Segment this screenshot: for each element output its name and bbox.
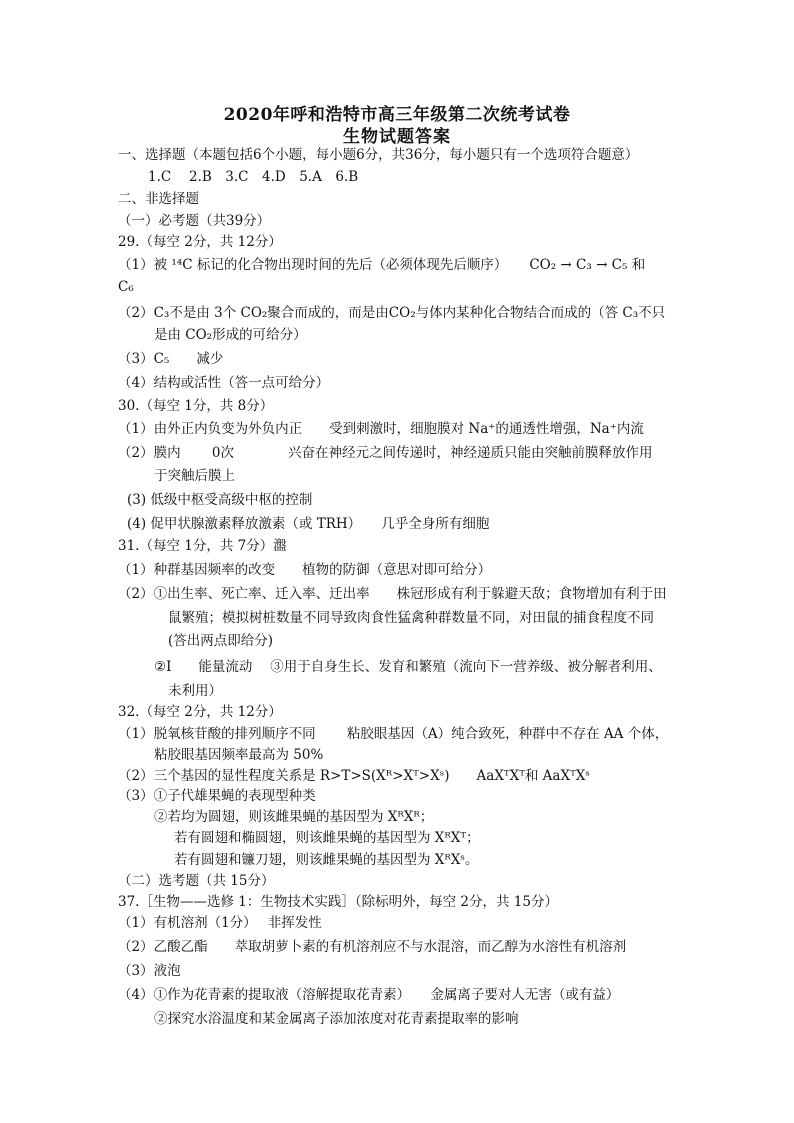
q29-answer-1 — [118, 256, 678, 274]
q32-answer-3-line2: ②若均为圆翅，则该雌果蝇的基因型为 XᴿXᴿ； — [154, 809, 434, 825]
q29-answer-1-text: （1）被 ¹⁴C 标记的化合物出现时间的先后（必须体现先后顺序） — [118, 257, 508, 273]
q32-answer-1-line1: （1）脱氧核苷酸的排列顺序不同 粘胶眼基因（A）纯合致死，种群中不存在 AA 个体， — [118, 726, 669, 742]
q29-answer-2-line2: 是由 CO₂形成的可给分） — [154, 327, 307, 343]
q37-heading: 37.［生物——选修 1：生物技术实践］（除标明外，每空 2分，共 15分） — [118, 894, 558, 910]
q29-answer-4: （4）结构或活性（答一点可给分） — [118, 375, 330, 391]
q37-answer-2: （2）乙酸乙酯 萃取胡萝卜素的有机溶剂应不与水混溶，而乙醇为水溶性有机溶剂 — [118, 939, 627, 955]
q31-heading-line — [118, 537, 678, 555]
q31-answer-2-line3: (答出两点即给分) — [168, 633, 274, 649]
section2-heading: 二、非选择题 — [118, 191, 199, 207]
q37-answer-4-line2: ②探究水浴温度和某金属离子添加浓度对花青素提取率的影响 — [154, 1011, 519, 1027]
q31-answer-1: （1）种群基因频率的改变 植物的防御（意思对即可给分） — [118, 562, 492, 578]
q37-answer-4-line1: （4）①作为花青素的提取液（溶解提取花青素） 金属离子要对人无害（或有益） — [118, 987, 620, 1003]
document-subtitle: 生物试题答案 — [343, 127, 451, 147]
part1-heading: （一）必考题（共39分） — [118, 213, 271, 229]
q31-heading: 31.（每空 1分，共 7分） — [118, 538, 274, 554]
q31-answer-2-line5: 未利用） — [168, 683, 222, 699]
q30-answer-2-line1: （2）膜内 0次 兴奋在神经元之间传递时，神经递质只能由突触前膜释放作用 — [118, 445, 653, 461]
section1-heading: 一、选择题（本题包括6个小题，每小题6分，共36分，每小题只有一个选项符合题意） — [118, 147, 639, 163]
q32-answer-1-line2: 粘胶眼基因频率最高为 50% — [154, 747, 324, 763]
q37-answer-3: （3）液泡 — [118, 963, 181, 979]
q32-answer-3-line4: 若有圆翅和镰刀翅，则该雌果蝇的基因型为 XᴿXˢ。 — [174, 852, 479, 868]
q31-answer-2-line1: （2）①出生率、死亡率、迁入率、迁出率 株冠形成有利于躲避天敌；食物增加有利于田 — [118, 586, 667, 602]
q31-heading-mark: 瀊 — [273, 538, 287, 554]
q29-answer-1-tail: C₆ — [118, 279, 134, 295]
mc-answers: 1.C 2.B 3.C 4.D 5.A 6.B — [148, 169, 359, 185]
q32-answer-3-line3: 若有圆翅和椭圆翅，则该雌果蝇的基因型为 XᴿXᵀ； — [174, 830, 480, 846]
q31-answer-2-line4: ②I 能量流动 ③用于自身生长、发育和繁殖（流向下一营养级、被分解者利用、 — [154, 659, 662, 675]
q30-answer-2-line2: 于突触后膜上 — [154, 468, 235, 484]
q32-answer-2: （2）三个基因的显性程度关系是 R>T>S(Xᴿ>Xᵀ>Xˢ) AaXᵀXᵀ和 AaXᵀXˢ — [118, 768, 590, 784]
document-title: 2020年呼和浩特市高三年级第二次统考试卷 — [223, 105, 571, 125]
q29-answer-1-chain: CO₂ → C₃ → C₅ 和 — [529, 257, 646, 273]
q30-answer-3: (3) 低级中枢受高级中枢的控制 — [127, 492, 313, 508]
part2-heading: （二）选考题（共 15分） — [118, 873, 275, 889]
q30-answer-4: (4) 促甲状腺激素释放激素（或 TRH） 几乎全身所有细胞 — [127, 516, 490, 532]
q29-answer-2-line1: （2）C₃不是由 3个 CO₂聚合而成的，而是由CO₂与体内某种化合物结合而成的（答 C₃不只 — [118, 305, 666, 321]
q30-heading: 30.（每空 1分，共 8分） — [118, 398, 274, 414]
q29-answer-3: （3）C₅ 减少 — [118, 351, 224, 367]
q32-heading: 32.（每空 2分，共 12分） — [118, 704, 282, 720]
q31-answer-2-line2: 鼠繁殖；模拟树桩数量不同导致肉食性猛禽种群数量不同，对田鼠的捕食程度不同 — [168, 610, 654, 626]
q37-answer-1: （1）有机溶剂（1分） 非挥发性 — [118, 915, 322, 931]
q29-heading: 29.（每空 2分，共 12分） — [118, 234, 282, 250]
q32-answer-3-line1: （3）①子代雄果蝇的表现型种类 — [118, 788, 316, 804]
q30-answer-1: （1）由外正内负变为外负内正 受到刺激时，细胞膜对 Na⁺的通透性增强，Na⁺内流 — [118, 421, 644, 437]
